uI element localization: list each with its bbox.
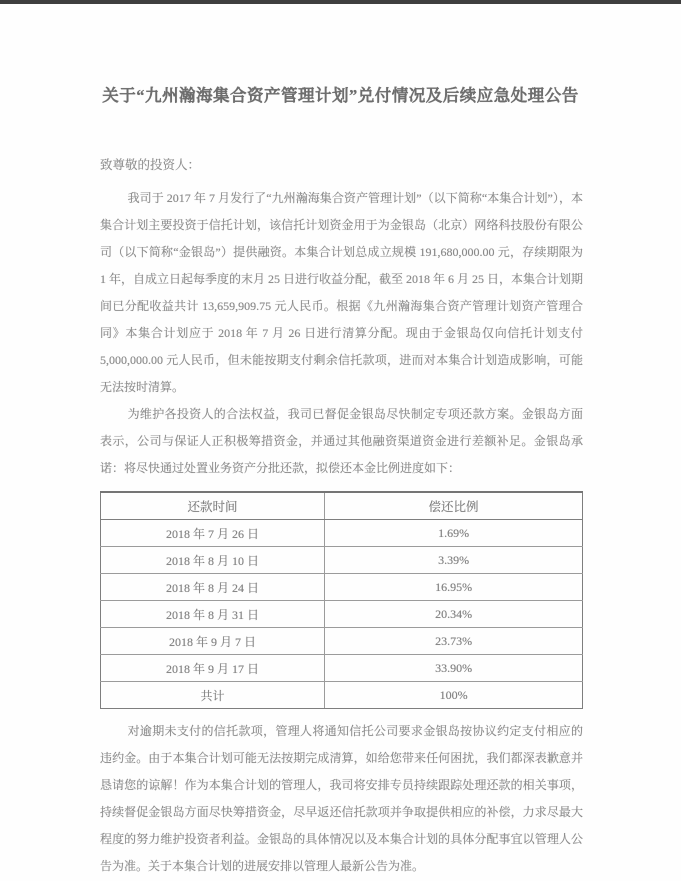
document-body [100, 152, 583, 880]
repay-date-cell: 2018 年 8 月 10 日 [101, 547, 325, 574]
table-row [101, 655, 583, 682]
table-row [101, 601, 583, 628]
repay-date-cell: 2018 年 7 月 26 日 [101, 520, 325, 547]
repayment-schedule-table [100, 491, 583, 709]
table-header-row [101, 492, 583, 520]
table-row [101, 574, 583, 601]
repay-date-cell: 2018 年 8 月 31 日 [101, 601, 325, 628]
repay-ratio-cell: 16.95% [325, 574, 583, 601]
table-row [101, 547, 583, 574]
repay-ratio-cell: 20.34% [325, 601, 583, 628]
repay-ratio-cell: 23.73% [325, 628, 583, 655]
repay-total-ratio-cell: 100% [325, 682, 583, 709]
repay-date-cell: 2018 年 9 月 17 日 [101, 655, 325, 682]
table-row [101, 628, 583, 655]
repay-total-label-cell: 共计 [101, 682, 325, 709]
repay-ratio-cell: 1.69% [325, 520, 583, 547]
repay-date-cell: 2018 年 8 月 24 日 [101, 574, 325, 601]
table-row [101, 520, 583, 547]
column-header-repay-date: 还款时间 [101, 492, 325, 520]
scanner-edge-artifact [0, 0, 681, 4]
paragraph-repayment-plan: 为维护各投资人的合法权益，我司已督促金银岛尽快制定专项还款方案。金银岛方面表示，公司与保证人正积极筹措资金，并通过其他融资渠道资金进行差额补足。金银岛承诺：将尽快通过处置业务资产分批还款，拟偿还本金比例进度如下： [100, 407, 583, 475]
document-title: 关于“九州瀚海集合资产管理计划”兑付情况及后续应急处理公告 [102, 86, 579, 105]
repay-ratio-cell: 33.90% [325, 655, 583, 682]
paragraph-closing: 对逾期未支付的信托款项，管理人将通知信托公司要求金银岛按协议约定支付相应的违约金。由于本集合计划可能无法按期完成清算，如给您带来任何困扰，我们都深表歉意并恳请您的谅解！作为本集合计划的管理人，我司将安排专员持续跟踪处理还款的相关事项，持续督促金银岛方面尽快筹措资金，尽早返还信托款项并争取提供相应的补偿，力求尽最大程度的努力维护投资者利益。金银岛的具体情况以及本集合计划的具体分配事宜以管理人公告为准。关于本集合计划的进展安排以管理人最新公告为准。 [100, 724, 583, 873]
table-row-total [101, 682, 583, 709]
paragraph-plan-overview: 我司于 2017 年 7 月发行了“九州瀚海集合资产管理计划”（以下简称“本集合计划”），本集合计划主要投资于信托计划，该信托计划资金用于为金银岛（北京）网络科技股份有限公司（以下简称“金银岛”）提供融资。本集合计划总成立规模 191,680,000.00 元，存续期限为 1 年，自成立日起每季度的末月 25 日进行收益分配，截至 2018 年 6 月 25 日，本集合计划期间已分配收益共计 13,659,909.75 元人民币。根据《九州瀚海集合资产管理计划资产管理合同》本集合计划应于 2018 年 7 月 26 日进行清算分配。现由于金银岛仅向信托计划支付 5,000,000.00 元人民币，但未能按期支付剩余信托款项，进而对本集合计划造成影响，可能无法按时清算。 [100, 191, 584, 394]
repay-date-cell: 2018 年 9 月 7 日 [101, 628, 325, 655]
column-header-repay-ratio: 偿还比例 [325, 492, 583, 520]
repay-ratio-cell: 3.39% [325, 547, 583, 574]
salutation: 致尊敬的投资人： [100, 158, 201, 172]
